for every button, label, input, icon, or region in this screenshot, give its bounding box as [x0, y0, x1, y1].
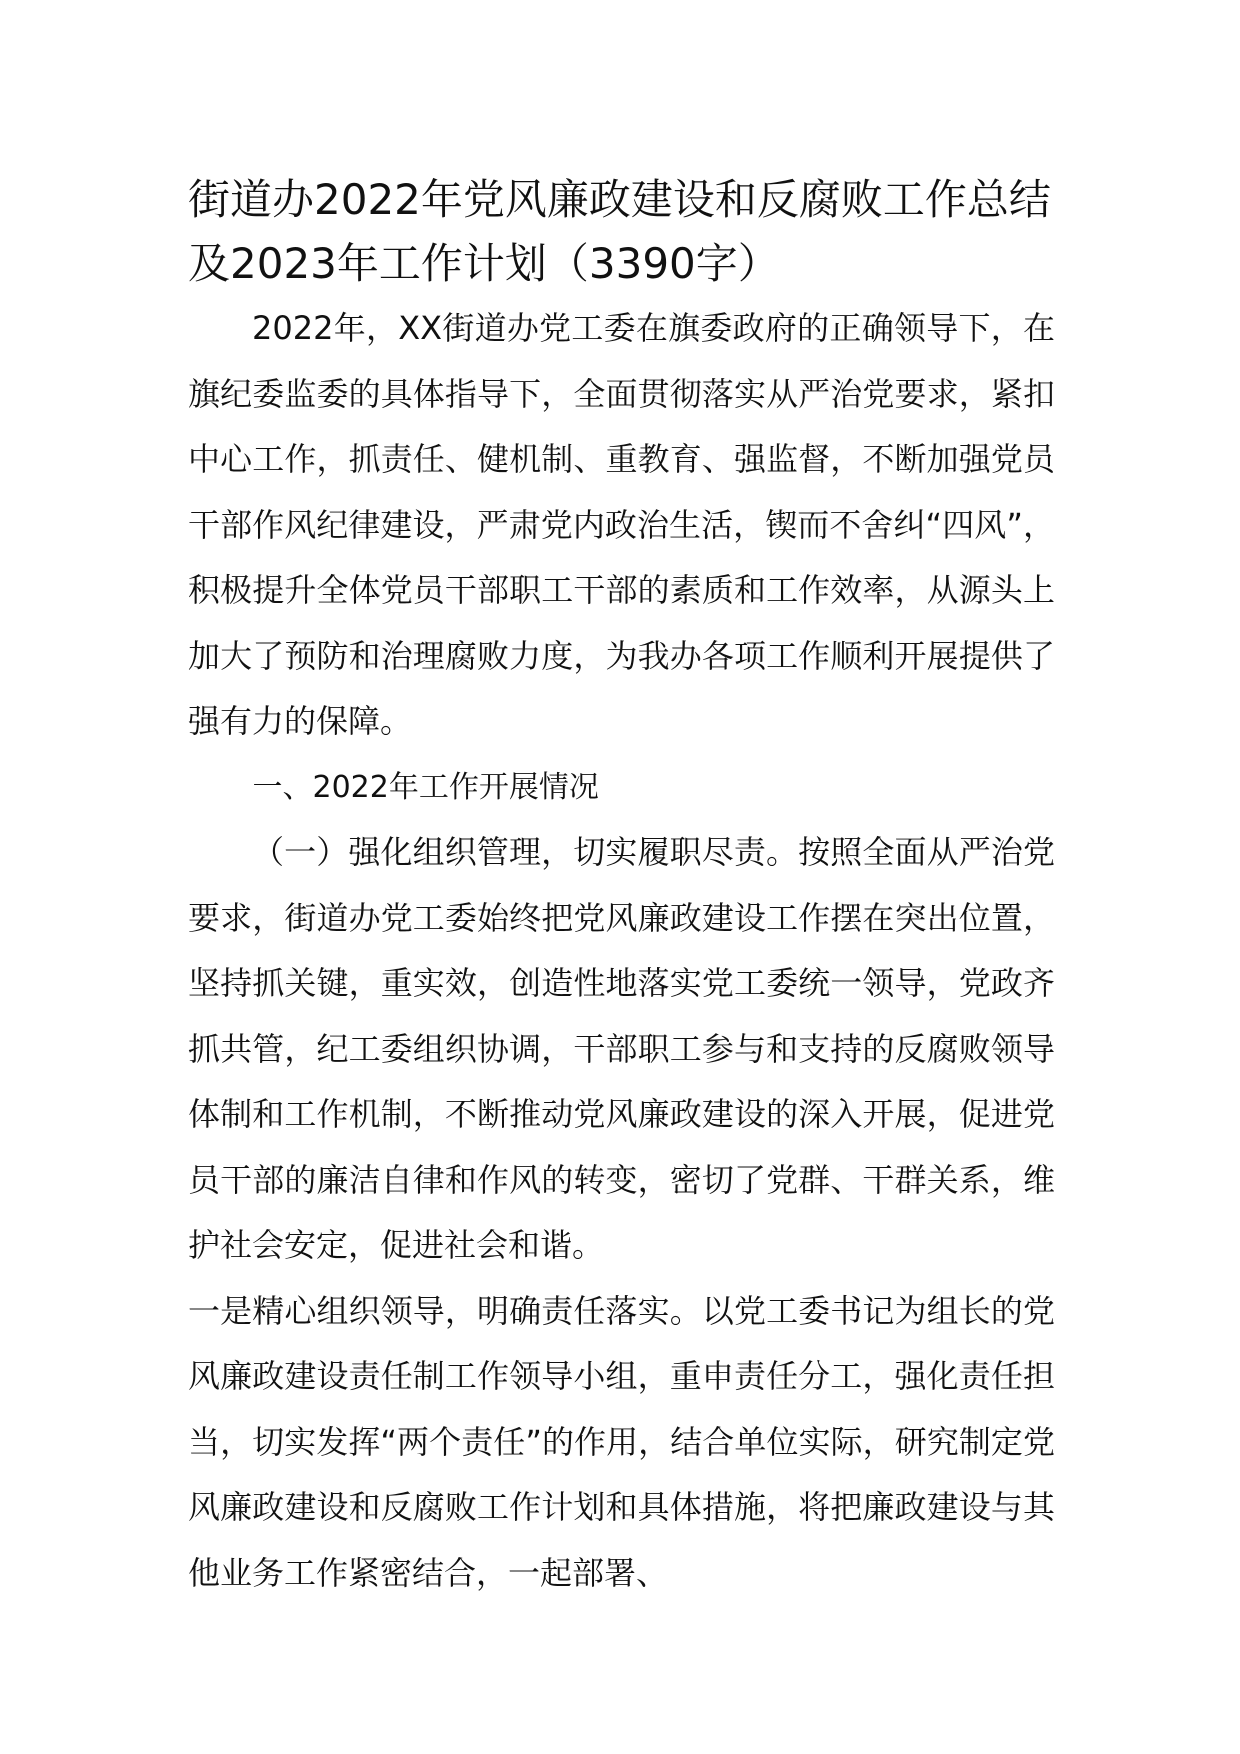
intro-paragraph: 2022年，XX街道办党工委在旗委政府的正确领导下，在旗纪委监委的具体指导下，全面贯彻落实从严治党要求，紧扣中心工作，抓责任、健机制、重教育、强监督，不断加强党员干部作风纪律建设，严肃党内政治生活，锲而不舍纠“四风”，积极提升全体党员干部职工干部的素质和工作效率，从源头上加大了预防和治理腐败力度，为我办各项工作顺利开展提供了强有力的保障。 — [188, 309, 1055, 740]
point-paragraph: 一是精心组织领导，明确责任落实。以党工委书记为组长的党风廉政建设责任制工作领导小组，重申责任分工，强化责任担当，切实发挥“两个责任”的作用，结合单位实际，研究制定党风廉政建设和反腐败工作计划和具体措施，将把廉政建设与其他业务工作紧密结合，一起部署、 — [188, 1291, 1055, 1592]
section-heading: 一、2022年工作开展情况 — [252, 769, 599, 805]
document-title: 街道办2022年党风廉政建设和反腐败工作总结及2023年工作计划（3390字） — [188, 175, 1051, 288]
document-body — [188, 168, 1055, 1606]
subsection-paragraph: （一）强化组织管理，切实履职尽责。按照全面从严治党要求，街道办党工委始终把党风廉政建设工作摆在突出位置，坚持抓关键，重实效，创造性地落实党工委统一领导，党政齐抓共管，纪工委组织协调，干部职工参与和支持的反腐败领导体制和工作机制，不断推动党风廉政建设的深入开展，促进党员干部的廉洁自律和作风的转变，密切了党群、干群关系，维护社会安定，促进社会和谐。 — [188, 833, 1055, 1264]
